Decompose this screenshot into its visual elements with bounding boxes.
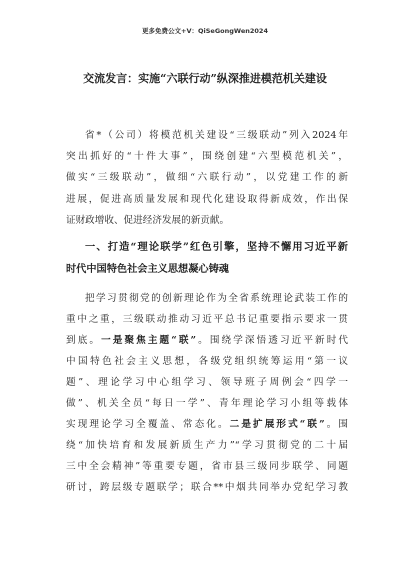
text-line	[66, 420, 348, 430]
bold-run: 一是聚焦主题“联”	[101, 335, 197, 346]
text-run: 三中全会精神”等重要专题，省市县三级同步联学、同题	[66, 461, 348, 472]
text-line	[66, 357, 348, 367]
text-run: 中国特色社会主义思想，各级党组织统筹运用“第一议	[66, 356, 348, 367]
text-line	[85, 294, 348, 304]
text-line: 证财政增收、促进经济发展的新贡献。	[66, 215, 230, 226]
text-line	[66, 483, 348, 493]
text-run: 题”、理论学习中心组学习、领导班子周例会“四学一	[66, 377, 348, 388]
text-run: 。围绕学深悟透习近平新时代	[196, 335, 349, 346]
text-line	[66, 399, 348, 409]
text-run: 实现理论学习全覆盖、常态化。	[66, 419, 230, 430]
text-run: 到底。	[66, 335, 102, 346]
bold-run: 二是扩展形式“联”	[229, 419, 325, 430]
document-title: 交流发言：实施“六联行动”纵深推进模范机关建设	[83, 72, 327, 85]
text-line: 进展，促进高质量发展和现代化建设取得新成效，作出保	[66, 194, 348, 205]
text-run: 研讨，跨层级专题联学；联合**中烟共同举办党纪学习教	[66, 482, 348, 493]
text-line	[66, 315, 348, 325]
text-line	[66, 441, 348, 451]
text-line: 突出抓好的“十件大事”，围绕创建“六型模范机关”，	[66, 151, 348, 162]
text-run: 把学习贯彻党的创新理论作为全省系统理论武装工作的	[85, 293, 348, 304]
text-run: 绕“加快培育和发展新质生产力”“学习贯彻党的二十届	[66, 440, 348, 451]
header-note: 更多免费公文+V：QiSeGongWen2024	[142, 27, 268, 35]
text-line: 做实“三级联动”，做细“六联行动”，以党建工作的新	[66, 172, 348, 183]
text-line	[66, 378, 348, 388]
text-run: 重中之重，三级联动推动习近平总书记重要指示要求一贯	[66, 314, 348, 325]
text-line: 省*（公司）将模范机关建设“三级联动”列入2024年	[85, 130, 348, 141]
text-line	[66, 462, 348, 472]
text-line	[66, 336, 348, 346]
heading-line: 一、打造“理论联学”红色引擎，坚持不懈用习近平新	[85, 241, 348, 253]
text-run: 。围	[324, 419, 349, 430]
heading-line: 时代中国特色社会主义思想凝心铸魂	[66, 263, 229, 275]
text-run: 做”、机关全员“每日一学”、青年理论学习小组等载体	[66, 398, 348, 409]
